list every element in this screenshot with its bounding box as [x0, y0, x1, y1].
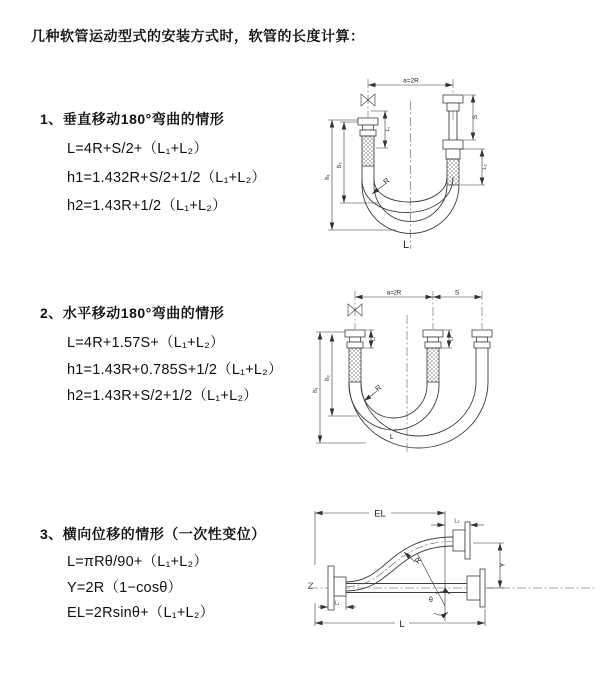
axis-z-mark	[308, 583, 313, 589]
dim-label-el: EL	[374, 508, 386, 520]
left-leg-fitting	[345, 330, 365, 382]
section-2-formula-L: L=4R+1.57S+（L₁+L₂）	[67, 335, 225, 351]
middle-leg-fitting	[423, 330, 443, 382]
section-1-formula-L: L=4R+S/2+（L₁+L₂）	[67, 141, 209, 157]
length-label: L	[402, 239, 410, 251]
dim-label-s: S	[454, 289, 460, 297]
section-1-heading: 1、垂直移动180°弯曲的情形	[40, 111, 225, 127]
dim-label-l1: L₁	[385, 126, 391, 132]
page-title: 几种软管运动型式的安装方式时，软管的长度计算：	[31, 28, 365, 44]
right-leg-fitting	[443, 95, 463, 185]
dim-label-l2: L₂	[448, 336, 455, 342]
dim-label-h2: h₂	[337, 162, 343, 168]
left-leg-fitting	[358, 118, 378, 185]
right-leg-fitting	[472, 330, 492, 382]
hose-curves	[349, 382, 488, 448]
section-1-formula-h1: h1=1.432R+S/2+1/2（L₁+L₂）	[67, 170, 267, 186]
dim-label-l1: L₁	[334, 600, 340, 607]
radius-label: R	[381, 175, 392, 187]
section-3-formula-Y: Y=2R（1−cosθ）	[67, 580, 183, 596]
section-2-formula-h2: h2=1.43R+S/2+1/2（L₁+L₂）	[67, 388, 258, 404]
angle-label: θ	[429, 597, 433, 604]
section-2-formula-h1: h1=1.43R+0.785S+1/2（L₁+L₂）	[67, 362, 283, 378]
dimension-lines	[315, 508, 504, 626]
section-3-heading: 3、横向位移的情形（一次性变位）	[40, 526, 266, 542]
dim-label-h2: h₂	[325, 375, 331, 381]
diagram-lateral-displacement	[303, 503, 600, 655]
diagram-horizontal-180-bend	[308, 285, 598, 463]
displaced-hose-position	[346, 522, 470, 591]
diagram-vertical-180-bend	[318, 73, 583, 263]
length-label: L	[389, 432, 395, 441]
section-1-formula-h2: h2=1.43R+1/2（L₁+L₂）	[67, 198, 227, 214]
centerlines	[355, 291, 482, 453]
dim-label-l2: L₂	[482, 164, 488, 170]
length-label: L	[399, 619, 405, 630]
dim-label-l1: L₁	[370, 336, 377, 342]
dim-label-s: S	[472, 114, 479, 120]
straight-hose-position	[346, 569, 485, 607]
radius-label: R	[373, 382, 384, 394]
dim-label-l2: L₂	[454, 518, 460, 525]
section-3-formula-EL: EL=2Rsinθ+（L₁+L₂）	[67, 605, 215, 621]
dim-label-a2r: a=2R	[386, 290, 402, 297]
dim-label-h1: h₁	[313, 387, 319, 393]
dimension-lines	[328, 85, 485, 230]
section-2-heading: 2、水平移动180°弯曲的情形	[40, 305, 225, 321]
section-3-formula-L: L=πRθ/90+（L₁+L₂）	[67, 554, 209, 570]
radius-label: R	[412, 555, 424, 566]
dimension-lines	[316, 297, 482, 443]
dim-label-y: Y	[497, 562, 507, 568]
dim-label-h1: h₁	[325, 174, 331, 180]
dim-label-a2r: a=2R	[403, 77, 419, 85]
